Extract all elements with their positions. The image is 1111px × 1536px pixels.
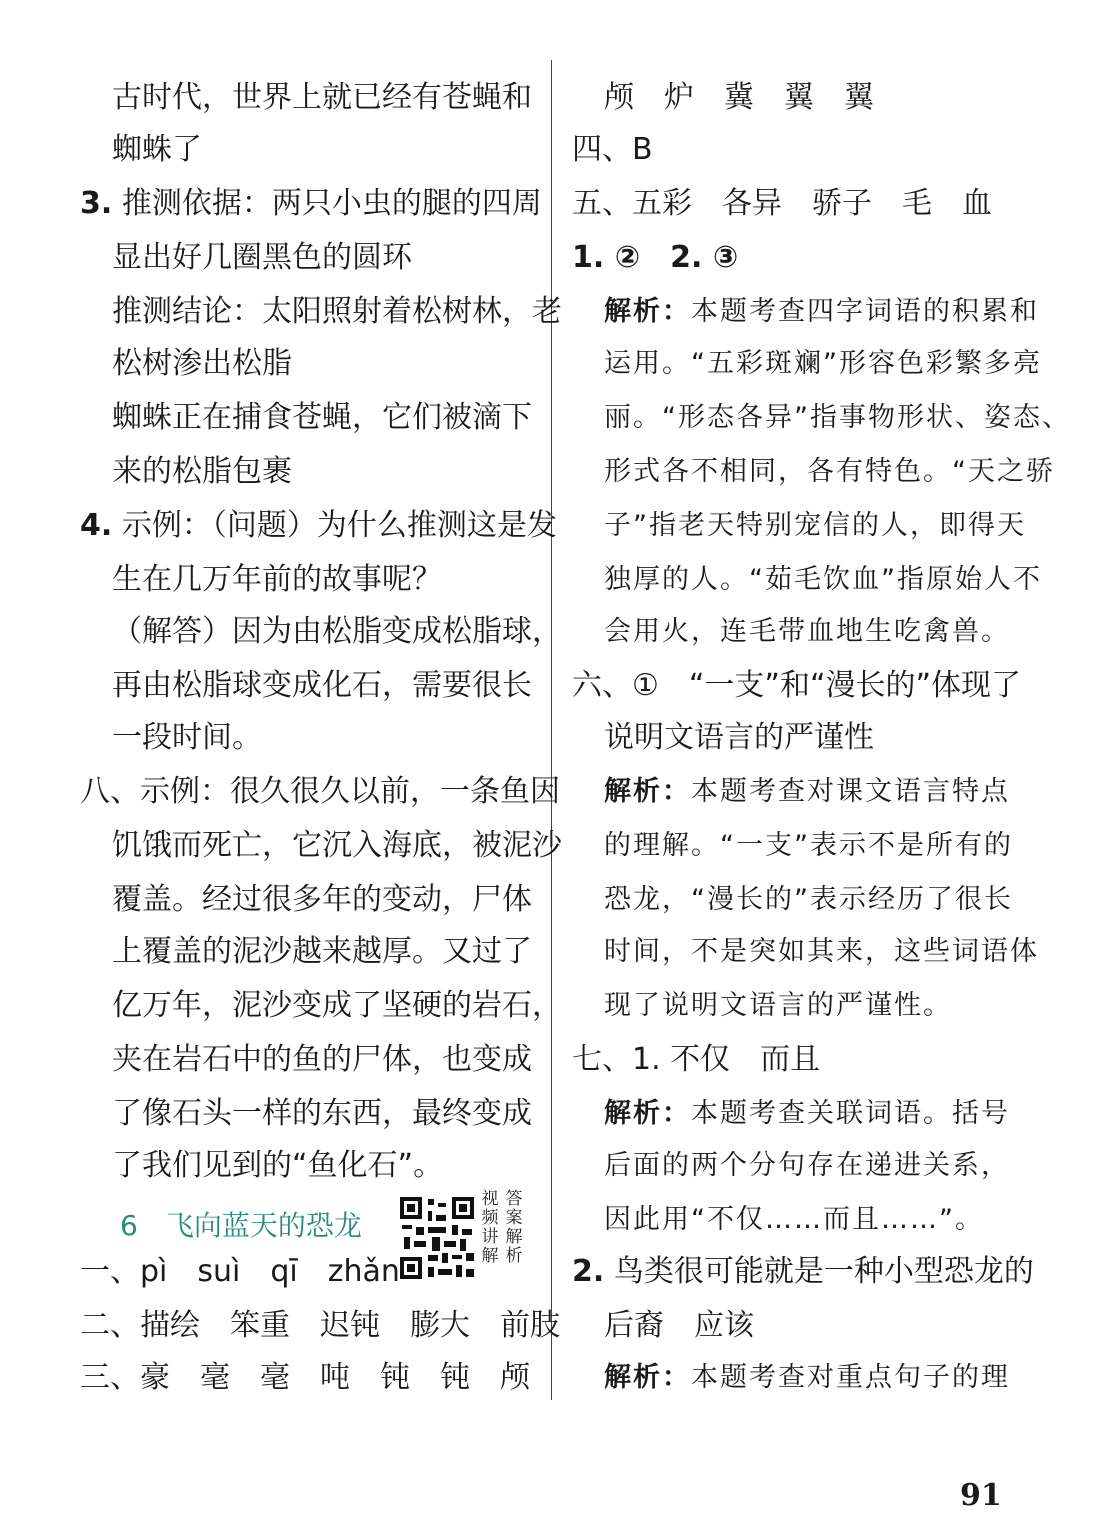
question-number: 2.: [572, 1254, 605, 1289]
answer-line: 显出好几圈黑色的圆环: [112, 240, 412, 275]
answer-line: 五、五彩 各异 骄子 毛 血: [572, 186, 992, 221]
explanation-line: 时间，不是突如其来，这些词语体: [604, 936, 1039, 967]
answer-line: 说明文语言的严谨性: [604, 720, 874, 755]
explanation-label: 解析：: [604, 1098, 691, 1129]
qr-caption-video: 视频讲解: [481, 1189, 499, 1266]
question-number: 4.: [80, 508, 113, 543]
answer-line: （解答）因为由松脂变成松脂球，: [112, 614, 562, 649]
answer-line: 了像石头一样的东西，最终变成: [112, 1096, 532, 1131]
answer-line: 七、1. 不仅 而且: [572, 1042, 821, 1077]
explanation-line: 丽。“形态各异”指事物形状、姿态、: [604, 402, 1071, 433]
explanation-line: 的理解。“一支”表示不是所有的: [604, 830, 1013, 861]
explanation-text: 本题考查对重点句子的理: [691, 1362, 1010, 1393]
explanation-line: 现了说明文语言的严谨性。: [604, 990, 952, 1021]
explanation-line: 后面的两个分句存在递进关系，: [604, 1150, 1010, 1181]
answer-text: 示例：（问题）为什么推测这是发: [121, 508, 557, 543]
explanation-label: 解析：: [604, 1362, 691, 1393]
answer-line: 夹在岩石中的鱼的尸体，也变成: [112, 1042, 532, 1077]
explanation-line: 子”指老天特别宠信的人，即得天: [604, 510, 1026, 541]
explanation-line: [604, 292, 1039, 332]
answer-line: 亿万年，泥沙变成了坚硬的岩石，: [112, 988, 562, 1023]
explanation-line: [604, 1358, 1010, 1398]
answer-line: 上覆盖的泥沙越来越厚。又过了: [112, 934, 532, 969]
answer-line: 来的松脂包裹: [112, 454, 292, 489]
explanation-text: 本题考查四字词语的积累和: [691, 296, 1039, 327]
explanation-line: 恐龙，“漫长的”表示经历了很长: [604, 884, 1013, 915]
answer-text: 推测依据：两只小虫的腿的四周: [121, 186, 542, 221]
answer-line: 颅 炉 冀 翼 翼: [604, 80, 874, 115]
explanation-line: 形式各不相同，各有特色。“天之骄: [604, 456, 1055, 487]
answer-line: 松树渗出松脂: [112, 346, 292, 381]
explanation-line: 独厚的人。“茹毛饮血”指原始人不: [604, 564, 1042, 595]
answer-line: 一、pì suì qī zhǎn: [80, 1254, 400, 1289]
explanation-line: [604, 772, 1010, 812]
explanation-line: 运用。“五彩斑斓”形容色彩繁多亮: [604, 348, 1042, 379]
answer-line: 覆盖。经过很多年的变动，尸体: [112, 882, 532, 917]
answer-line: 古时代，世界上就已经有苍蝇和: [112, 80, 532, 115]
answer-line: 生在几万年前的故事呢？: [112, 562, 442, 597]
answer-line: 了我们见到的“鱼化石”。: [112, 1148, 444, 1183]
question-number: 3.: [80, 186, 113, 221]
answer-line: 后裔 应该: [604, 1308, 754, 1343]
column-divider: [551, 60, 552, 1400]
answer-line: 三、豪 毫 毫 吨 钝 钝 颅: [80, 1360, 530, 1395]
explanation-text: 本题考查对课文语言特点: [691, 776, 1010, 807]
question-4: [80, 506, 557, 546]
explanation-line: 因此用“不仅……而且……”。: [604, 1204, 984, 1235]
explanation-line: 会用火，连毛带血地生吃禽兽。: [604, 616, 1010, 647]
answer-line: 四、B: [572, 132, 653, 167]
answer-line: 六、① “一支”和“漫长的”体现了: [572, 668, 1022, 703]
answer-line: 再由松脂球变成化石，需要很长: [112, 668, 532, 703]
qr-code-icon[interactable]: [398, 1195, 476, 1281]
explanation-text: 本题考查关联词语。括号: [691, 1098, 1010, 1129]
answer-line: 八、示例：很久很久以前，一条鱼因: [80, 774, 560, 809]
explanation-label: 解析：: [604, 296, 691, 327]
answer-line: 二、描绘 笨重 迟钝 膨大 前肢: [80, 1308, 560, 1343]
question-2: [572, 1252, 1034, 1292]
answer-line: 饥饿而死亡，它沉入海底，被泥沙: [112, 828, 562, 863]
answer-line: 蜘蛛了: [112, 132, 202, 167]
answer-line: 一段时间。: [112, 720, 262, 755]
qr-caption-answer: 答案解析: [505, 1189, 523, 1266]
answer-line: 蜘蛛正在捕食苍蝇，它们被滴下: [112, 400, 532, 435]
answer-text: 鸟类很可能就是一种小型恐龙的: [613, 1254, 1034, 1289]
section-title: 6 飞向蓝天的恐龙: [120, 1209, 362, 1242]
explanation-line: [604, 1094, 1010, 1134]
explanation-label: 解析：: [604, 776, 691, 807]
question-3: [80, 184, 542, 224]
answer-line: 推测结论：太阳照射着松树林，老: [112, 294, 562, 329]
answer-line: 1. ② 2. ③: [572, 240, 739, 275]
page-number: 91: [960, 1478, 1002, 1513]
